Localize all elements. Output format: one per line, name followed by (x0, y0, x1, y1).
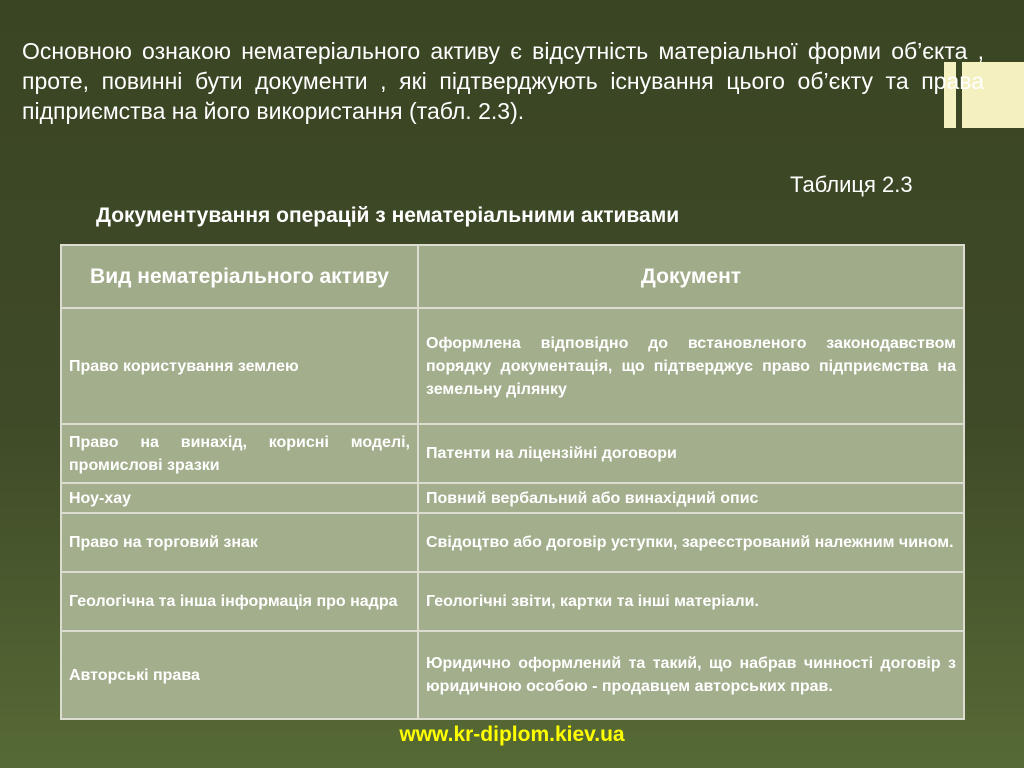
table-title: Документування операцій з нематеріальними активами (96, 204, 680, 227)
document-cell: Юридично оформлений та такий, що набрав чинності договір з юридичною особою - продавцем авторських прав. (418, 631, 964, 719)
asset-kind-cell: Ноу-хау (61, 483, 418, 513)
table-row (61, 424, 964, 483)
asset-kind-cell: Право на торговий знак (61, 513, 418, 572)
document-cell: Свідоцтво або договір уступки, зареєстрований належним чином. (418, 513, 964, 572)
document-cell: Патенти на ліцензійні договори (418, 424, 964, 483)
document-cell: Геологічні звіти, картки та інші матеріали. (418, 572, 964, 631)
asset-kind-cell: Геологічна та інша інформація про надра (61, 572, 418, 631)
table-row (61, 513, 964, 572)
documents-table (60, 244, 965, 720)
intro-paragraph: Основною ознакою нематеріального активу є відсутність матеріальної форми об’єкта , проте, повинні бути документи , які підтверджують існування цього об’єкту та права підприємства на його використання (табл. 2.3). (22, 38, 984, 124)
asset-kind-cell: Право користування землею (61, 308, 418, 424)
table-row (61, 631, 964, 719)
website-link[interactable]: www.kr-diplom.kiev.ua (399, 723, 625, 746)
table-row (61, 483, 964, 513)
asset-kind-cell: Право на винахід, корисні моделі, промислові зразки (61, 424, 418, 483)
table-row (61, 572, 964, 631)
table-number: Таблиця 2.3 (790, 172, 913, 197)
table-header-row (61, 245, 964, 308)
asset-kind-cell: Авторські права (61, 631, 418, 719)
document-cell: Повний вербальний або винахідний опис (418, 483, 964, 513)
header-document: Документ (418, 245, 964, 308)
document-cell: Оформлена відповідно до встановленого законодавством порядку документація, що підтверджує право підприємства на земельну ділянку (418, 308, 964, 424)
table-row (61, 308, 964, 424)
header-asset-kind: Вид нематеріального активу (61, 245, 418, 308)
